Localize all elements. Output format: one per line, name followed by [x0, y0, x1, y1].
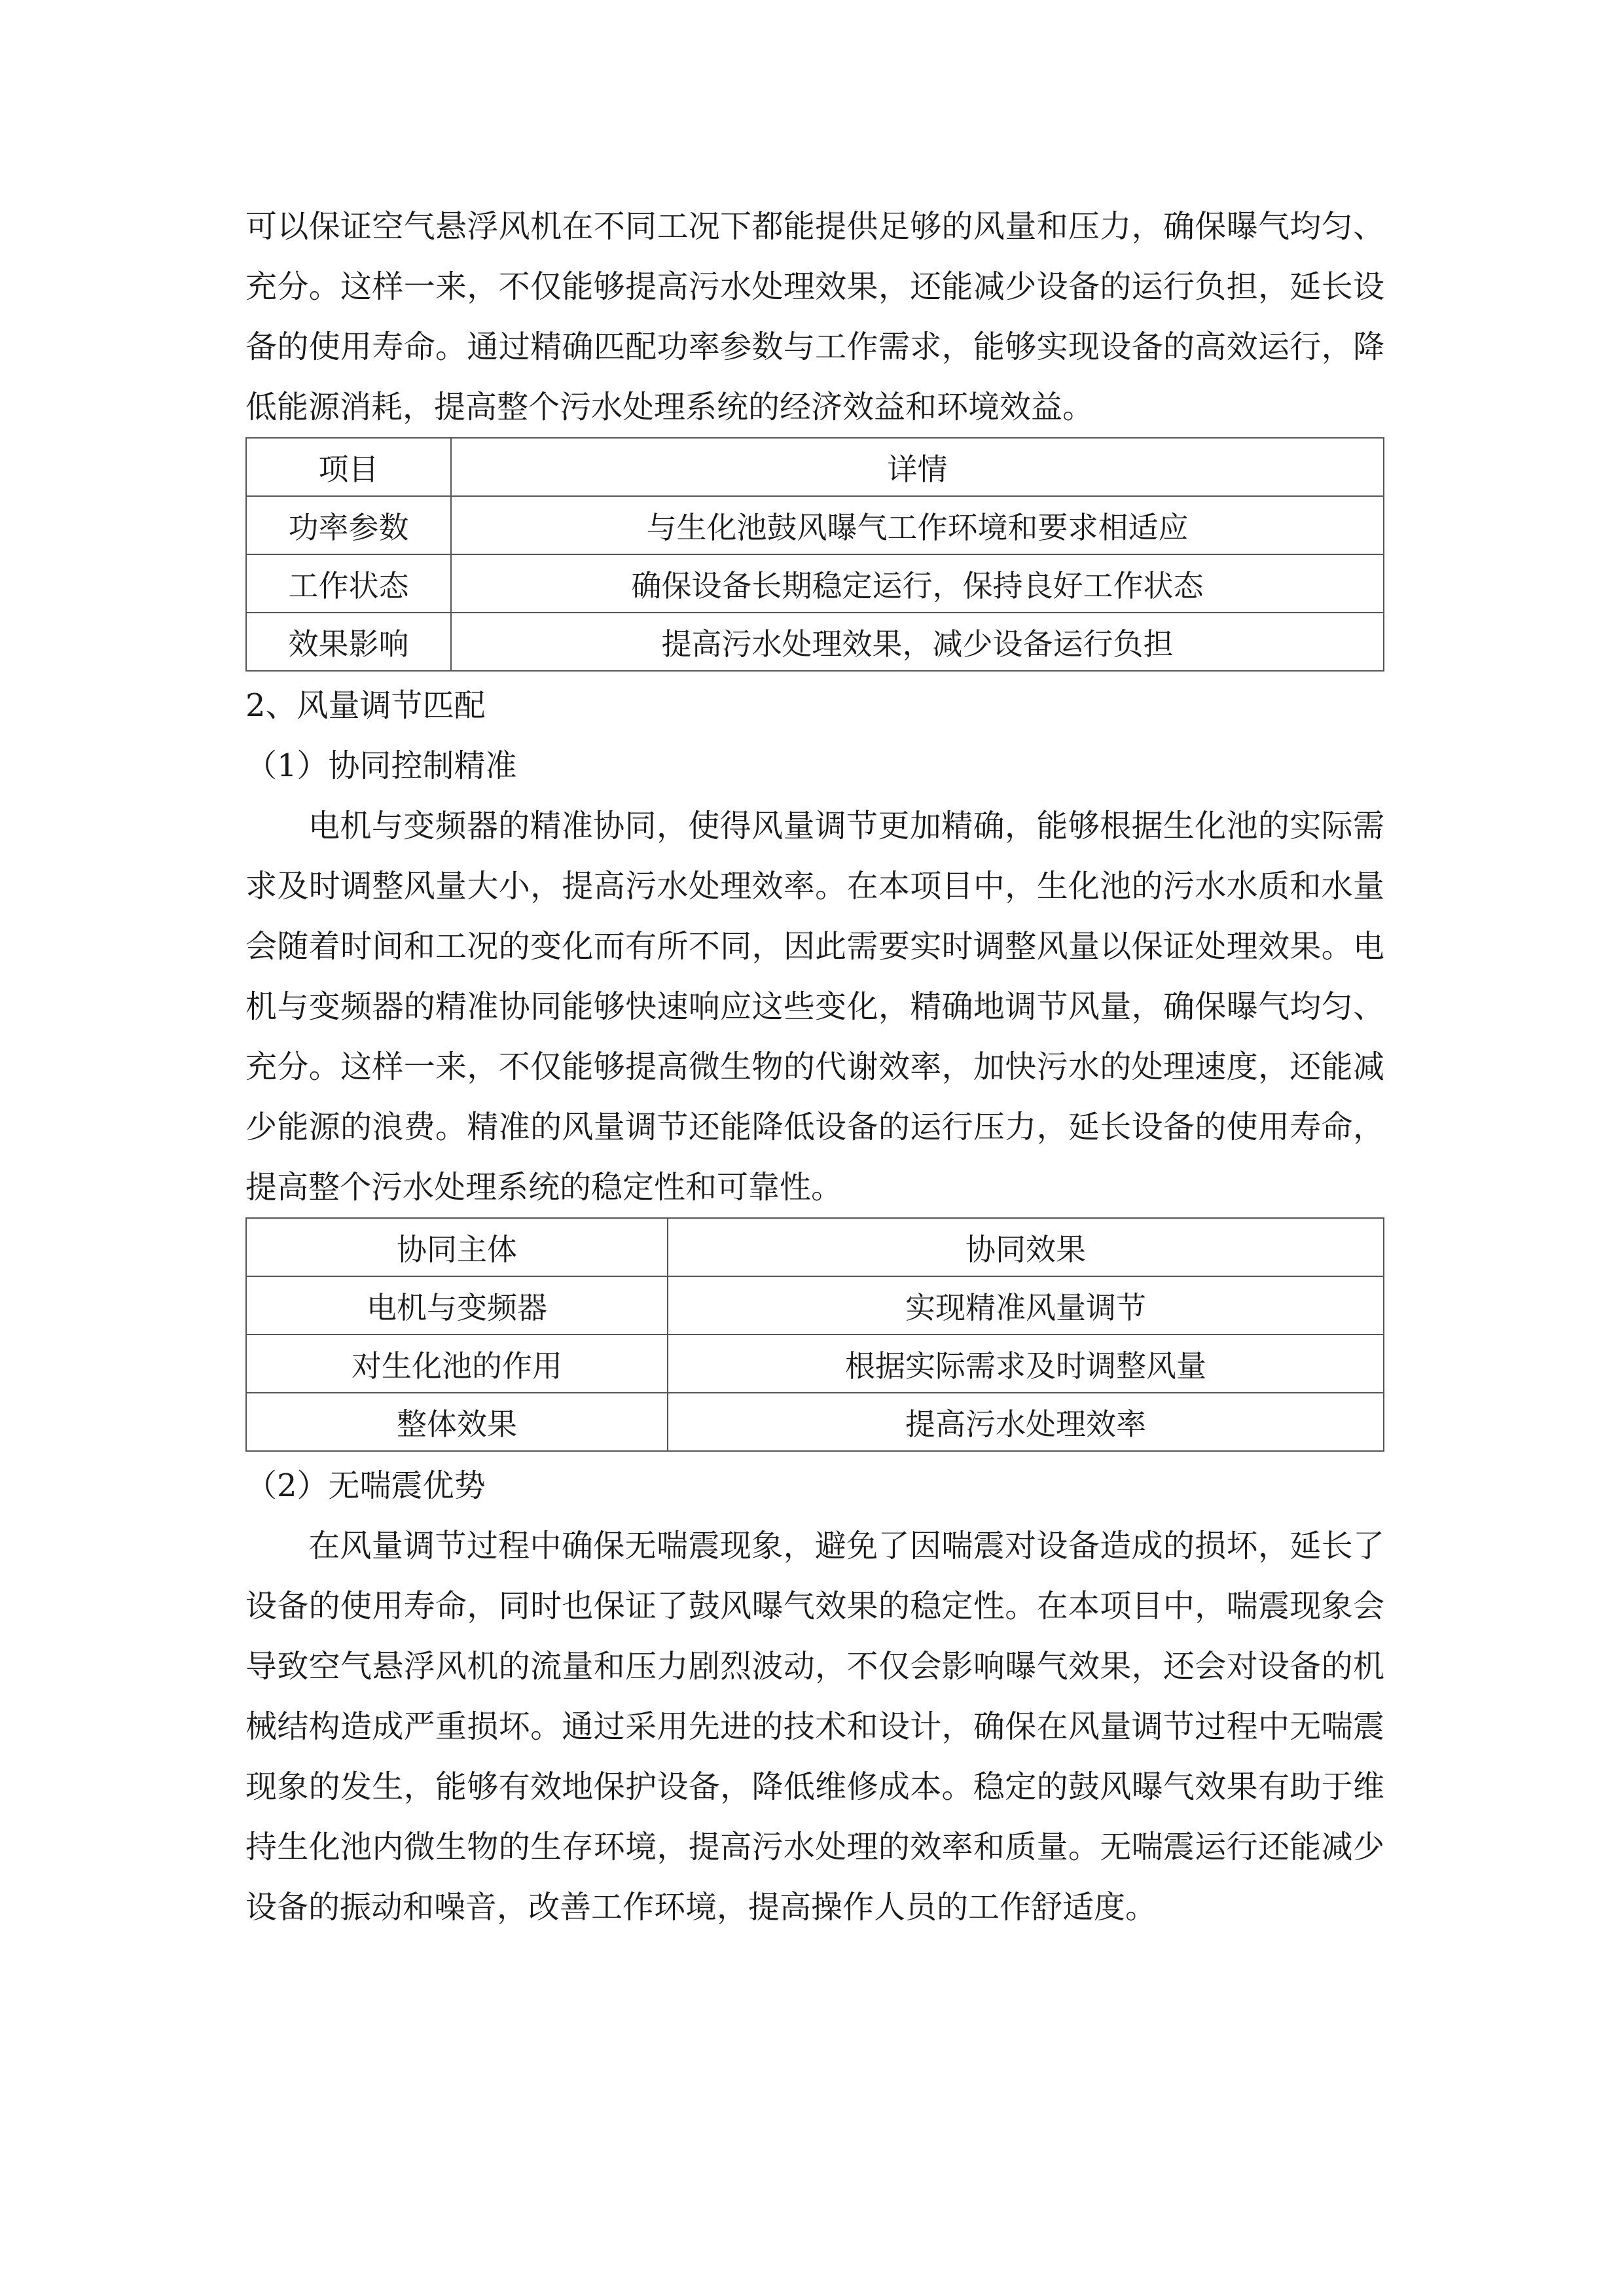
subsection-heading: （2）无喘震优势: [245, 1467, 486, 1504]
table-cell: 工作状态: [246, 554, 451, 613]
document-page: [245, 196, 1384, 1937]
table-header-row: [246, 438, 1384, 496]
parameter-table: [245, 437, 1384, 672]
table-cell: 对生化池的作用: [246, 1335, 668, 1393]
table-header-cell: 详情: [451, 438, 1384, 496]
table-cell: 整体效果: [246, 1393, 668, 1451]
body-paragraph: 电机与变频器的精准协同，使得风量调节更加精确，能够根据生化池的实际需求及时调整风量大小，提高污水处理效率。在本项目中，生化池的污水水质和水量会随着时间和工况的变化而有所不同，因此需要实时调整风量以保证处理效果。电机与变频器的精准协同能够快速响应这些变化，精确地调节风量，确保曝气均匀、充分。这样一来，不仅能够提高微生物的代谢效率，加快污水的处理速度，还能减少能源的浪费。精准的风量调节还能降低设备的运行压力，延长设备的使用寿命，提高整个污水处理系统的稳定性和可靠性。: [245, 808, 1384, 1206]
table-row: [246, 496, 1384, 554]
table-header-row: [246, 1218, 1384, 1276]
table-row: [246, 1335, 1384, 1393]
table-header-cell: 协同主体: [246, 1218, 668, 1276]
table-cell: 效果影响: [246, 613, 451, 671]
table-cell: 电机与变频器: [246, 1276, 668, 1335]
section-heading: 2、风量调节匹配: [245, 687, 486, 724]
subsection-heading: （1）协同控制精准: [245, 747, 517, 784]
table-cell: 提高污水处理效果，减少设备运行负担: [451, 613, 1384, 671]
table-row: [246, 554, 1384, 613]
table-cell: 根据实际需求及时调整风量: [668, 1335, 1384, 1393]
body-paragraph: 在风量调节过程中确保无喘震现象，避免了因喘震对设备造成的损坏，延长了设备的使用寿命，同时也保证了鼓风曝气效果的稳定性。在本项目中，喘震现象会导致空气悬浮风机的流量和压力剧烈波动，不仅会影响曝气效果，还会对设备的机械结构造成严重损坏。通过采用先进的技术和设计，确保在风量调节过程中无喘震现象的发生，能够有效地保护设备，降低维修成本。稳定的鼓风曝气效果有助于维持生化池内微生物的生存环境，提高污水处理的效率和质量。无喘震运行还能减少设备的振动和噪音，改善工作环境，提高操作人员的工作舒适度。: [245, 1528, 1384, 1926]
table-header-cell: 项目: [246, 438, 451, 496]
table-cell: 功率参数: [246, 496, 451, 554]
table-cell: 与生化池鼓风曝气工作环境和要求相适应: [451, 496, 1384, 554]
intro-paragraph: 可以保证空气悬浮风机在不同工况下都能提供足够的风量和压力，确保曝气均匀、充分。这样一来，不仅能够提高污水处理效果，还能减少设备的运行负担，延长设备的使用寿命。通过精确匹配功率参数与工作需求，能够实现设备的高效运行，降低能源消耗，提高整个污水处理系统的经济效益和环境效益。: [245, 208, 1384, 425]
coordination-table: [245, 1217, 1384, 1452]
table-cell: 实现精准风量调节: [668, 1276, 1384, 1335]
table-row: [246, 1393, 1384, 1451]
table-row: [246, 1276, 1384, 1335]
table-cell: 提高污水处理效率: [668, 1393, 1384, 1451]
table-header-cell: 协同效果: [668, 1218, 1384, 1276]
table-row: [246, 613, 1384, 671]
table-cell: 确保设备长期稳定运行，保持良好工作状态: [451, 554, 1384, 613]
